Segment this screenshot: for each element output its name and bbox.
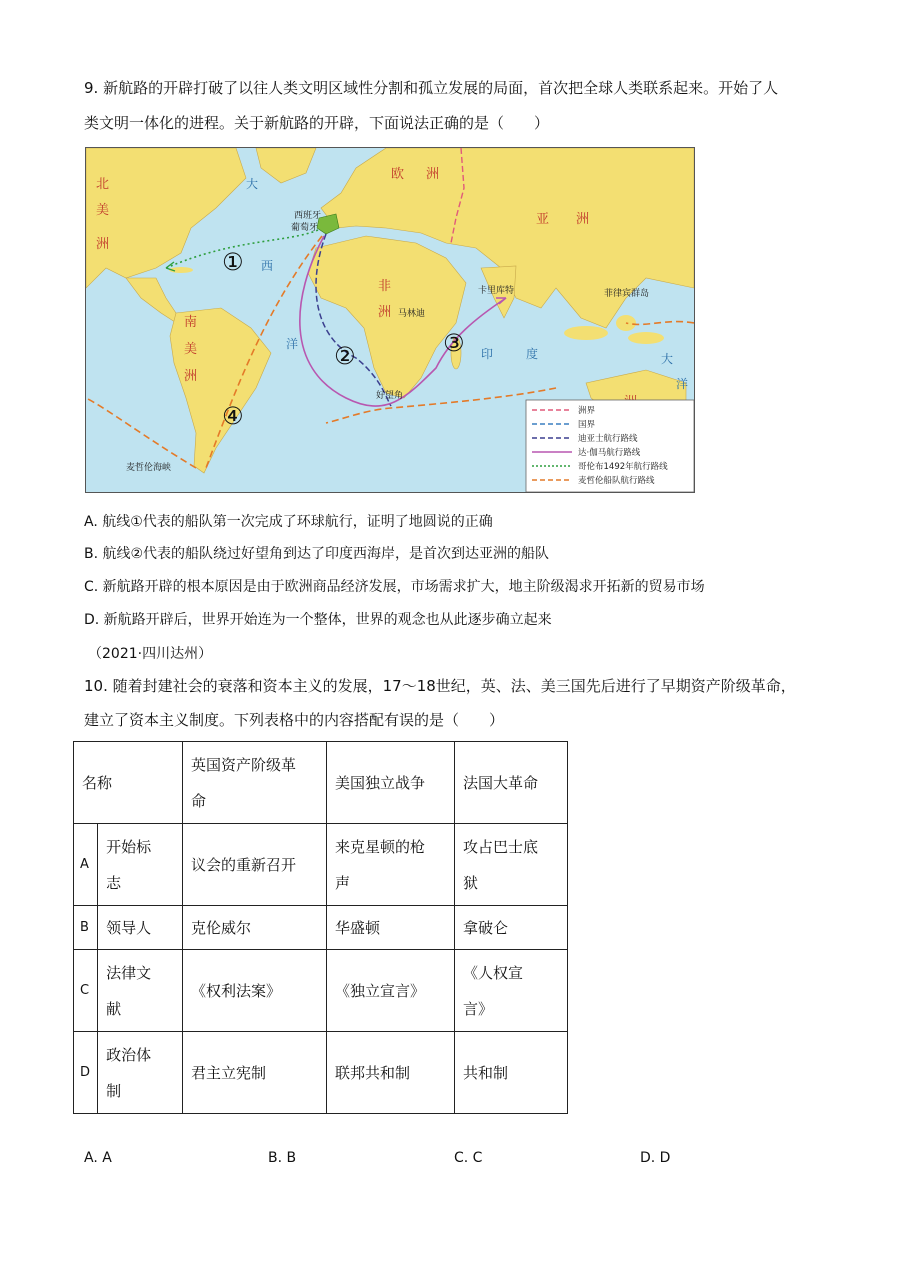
legend-label: 达·伽马航行路线 bbox=[578, 448, 641, 458]
q10-stem-line2: 建立了资本主义制度。下列表格中的内容搭配有误的是（ ） bbox=[84, 711, 505, 729]
cell-text: 志 bbox=[106, 873, 122, 892]
table-header-row bbox=[74, 742, 568, 824]
route-3-marker: ③ bbox=[443, 329, 465, 357]
source-note: （2021·四川达州） bbox=[88, 646, 213, 662]
cell-text: 华盛顿 bbox=[335, 918, 381, 937]
q9-option-d[interactable]: D. 新航路开辟后，世界开始连为一个整体，世界的观念也从此逐步确立起来 bbox=[84, 612, 552, 628]
table-cell bbox=[183, 742, 327, 824]
q10-answer-b[interactable]: B. B bbox=[268, 1150, 297, 1166]
comparison-table bbox=[73, 741, 568, 1114]
cell-text: 政治体 bbox=[106, 1045, 152, 1064]
table-cell bbox=[455, 824, 568, 906]
cell-text: 命 bbox=[191, 791, 207, 810]
map-label-calicut: 卡里库特 bbox=[478, 286, 515, 296]
table-cell bbox=[98, 1032, 183, 1114]
map-label-spain: 西班牙 bbox=[294, 211, 322, 221]
q10-answer-d[interactable]: D. D bbox=[640, 1150, 671, 1166]
cell-text: 言》 bbox=[463, 999, 494, 1018]
cell-text: 来克星顿的枪 bbox=[335, 837, 426, 856]
cell-text: 攻占巴士底 bbox=[463, 837, 539, 856]
cell-text: 美国独立战争 bbox=[335, 773, 426, 792]
q10-answer-a[interactable]: A. A bbox=[84, 1150, 112, 1166]
route-2-marker: ② bbox=[334, 342, 356, 370]
table-cell bbox=[74, 824, 98, 906]
legend-label: 迪亚士航行路线 bbox=[578, 434, 638, 444]
table-row bbox=[74, 906, 568, 950]
cell-text: 开始标 bbox=[106, 837, 152, 856]
map-label-na2: 美 bbox=[96, 203, 110, 218]
map-label-na1: 北 bbox=[96, 177, 110, 192]
table-cell bbox=[183, 906, 327, 950]
table-cell bbox=[327, 742, 455, 824]
cell-text: 共和制 bbox=[463, 1063, 509, 1082]
map-label-oc2: 洋 bbox=[676, 377, 689, 391]
map-label-atl2: 西 bbox=[261, 259, 274, 273]
map-label-ind1: 印 bbox=[481, 347, 494, 361]
map-label-atl1: 大 bbox=[246, 177, 259, 191]
cell-text: 议会的重新召开 bbox=[191, 855, 297, 874]
table-cell bbox=[327, 906, 455, 950]
table-row bbox=[74, 950, 568, 1032]
table-cell bbox=[74, 950, 98, 1032]
cell-text: 狱 bbox=[463, 873, 479, 892]
table-cell bbox=[327, 1032, 455, 1114]
legend-label: 洲界 bbox=[578, 406, 596, 416]
cell-text: 《人权宣 bbox=[463, 963, 524, 982]
cell-text: 法国大革命 bbox=[463, 773, 539, 792]
map-label-as1: 亚 bbox=[536, 212, 550, 227]
cell-text: D bbox=[80, 1064, 91, 1080]
table-cell bbox=[183, 824, 327, 906]
route-4-marker: ④ bbox=[222, 402, 244, 430]
q10-stem-line1: 10. 随着封建社会的衰落和资本主义的发展，17～18世纪，英、法、美三国先后进行了早期资产阶级革命， bbox=[84, 677, 796, 695]
q9-option-b[interactable]: B. 航线②代表的船队绕过好望角到达了印度西海岸，是首次到达亚洲的船队 bbox=[84, 546, 550, 562]
map-label-strait: 麦哲伦海峡 bbox=[126, 463, 172, 473]
map-label-as2: 洲 bbox=[576, 212, 590, 227]
map-label-atl3: 洋 bbox=[286, 337, 299, 351]
q9-option-c[interactable]: C. 新航路开辟的根本原因是由于欧洲商品经济发展，市场需求扩大，地主阶级渴求开拓新的贸易市场 bbox=[84, 579, 705, 595]
cell-text: C bbox=[80, 982, 90, 998]
map-label-philippines: 菲律宾群岛 bbox=[604, 289, 650, 299]
table-cell bbox=[183, 1032, 327, 1114]
cell-text: 领导人 bbox=[106, 918, 152, 937]
table-cell bbox=[74, 1032, 98, 1114]
map-label-portugal: 葡萄牙 bbox=[291, 223, 319, 233]
cell-text: 《独立宣言》 bbox=[335, 981, 426, 1000]
cell-text: 克伦威尔 bbox=[191, 918, 252, 937]
map-label-af1: 非 bbox=[378, 279, 392, 294]
cell-text: 英国资产阶级革 bbox=[191, 755, 297, 774]
legend-label: 麦哲伦船队航行路线 bbox=[578, 476, 655, 486]
map-label-af2: 洲 bbox=[378, 305, 392, 320]
table-cell bbox=[327, 824, 455, 906]
cell-text: 君主立宪制 bbox=[191, 1063, 267, 1082]
cell-text: 法律文 bbox=[106, 963, 152, 982]
route-1-marker: ① bbox=[222, 248, 244, 276]
table-cell bbox=[98, 950, 183, 1032]
map-label-sa3: 洲 bbox=[184, 369, 198, 384]
table-row bbox=[74, 824, 568, 906]
table-row bbox=[74, 1032, 568, 1114]
map-label-sa1: 南 bbox=[184, 315, 198, 330]
table-cell bbox=[74, 742, 183, 824]
q9-stem-line2: 类文明一体化的进程。关于新航路的开辟，下面说法正确的是（ ） bbox=[84, 114, 550, 132]
table-cell bbox=[74, 906, 98, 950]
table-cell bbox=[455, 906, 568, 950]
cell-text: 《权利法案》 bbox=[191, 981, 282, 1000]
cell-text: 拿破仑 bbox=[463, 918, 509, 937]
map-legend bbox=[526, 400, 694, 492]
q9-stem-line1: 9. 新航路的开辟打破了以往人类文明区域性分割和孤立发展的局面，首次把全球人类联系起来。开始了人 bbox=[84, 79, 779, 97]
map-label-eu1: 欧 bbox=[391, 167, 405, 182]
table-cell bbox=[98, 906, 183, 950]
legend-label: 哥伦布1492年航行路线 bbox=[578, 462, 668, 472]
q10-answer-c[interactable]: C. C bbox=[454, 1150, 483, 1166]
map-label-cape: 好望角 bbox=[376, 391, 404, 401]
map-label-oc1: 大 bbox=[661, 352, 674, 366]
cell-text: 献 bbox=[106, 999, 122, 1018]
table-cell bbox=[183, 950, 327, 1032]
q9-option-a[interactable]: A. 航线①代表的船队第一次完成了环球航行，证明了地圆说的正确 bbox=[84, 514, 493, 530]
table-cell bbox=[455, 1032, 568, 1114]
cell-text: B bbox=[80, 919, 89, 935]
table-cell bbox=[455, 742, 568, 824]
map-label-na3: 洲 bbox=[96, 237, 110, 252]
cell-text: 联邦共和制 bbox=[335, 1063, 411, 1082]
map-label-eu2: 洲 bbox=[426, 167, 440, 182]
map-label-ind2: 度 bbox=[526, 347, 539, 361]
cell-text: A bbox=[80, 856, 89, 872]
legend-label: 国界 bbox=[578, 420, 596, 430]
map-label-malindi: 马林迪 bbox=[398, 309, 426, 319]
cell-text: 制 bbox=[106, 1081, 122, 1100]
route-map bbox=[85, 147, 695, 493]
cell-text: 声 bbox=[335, 873, 351, 892]
table-cell bbox=[455, 950, 568, 1032]
table-cell bbox=[98, 824, 183, 906]
map-label-sa2: 美 bbox=[184, 342, 198, 357]
table-cell bbox=[327, 950, 455, 1032]
cell-text: 名称 bbox=[82, 773, 113, 792]
